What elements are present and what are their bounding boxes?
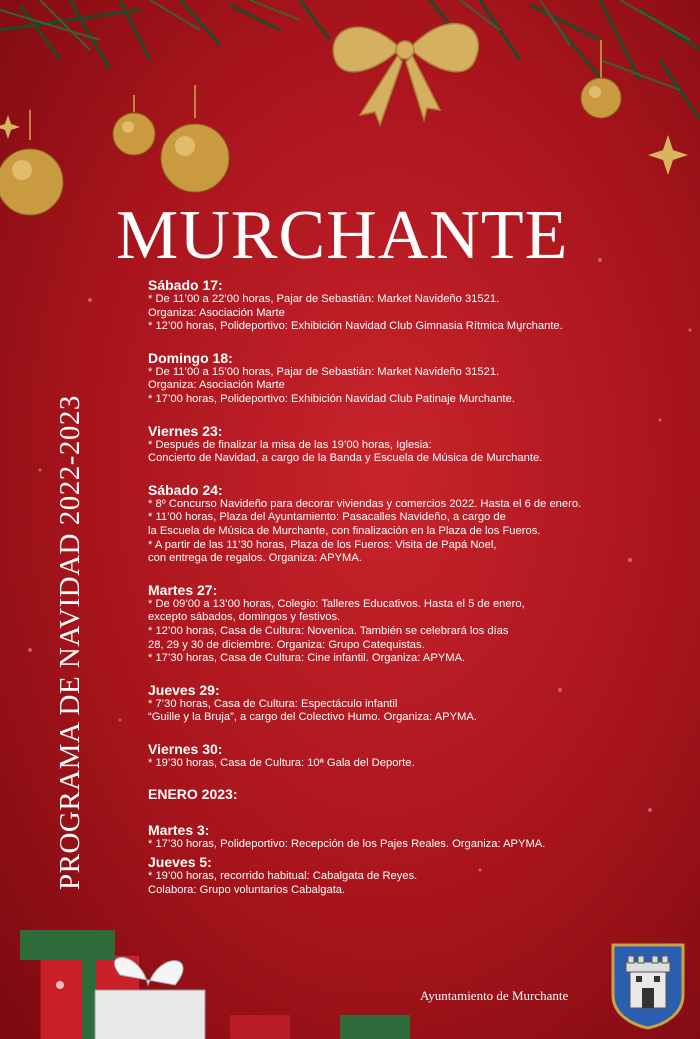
event-line: Organiza: Asociación Marte — [148, 306, 285, 319]
day-title: Jueves 29: — [148, 681, 220, 698]
day-title: Jueves 5: — [148, 854, 212, 871]
event-line: Organiza: Asociación Marte — [148, 379, 285, 392]
program-day — [148, 854, 693, 897]
page-title: MURCHANTE — [116, 197, 569, 274]
event-line: * 12’00 horas, Casa de Cultura: Novenica. También se celebrará los días — [148, 624, 509, 637]
program-day — [148, 350, 693, 407]
event-line: * 17’00 horas, Polideportivo: Exhibición Navidad Club Patinaje Murchante. — [148, 392, 515, 405]
event-line: * A partir de las 11’30 horas, Plaza de los Fueros: Visita de Papá Noel, — [148, 538, 497, 551]
event-line: * 11’00 horas, Plaza del Ayuntamiento: Pasacalles Navideño, a cargo de — [148, 511, 506, 524]
program-day — [148, 582, 693, 666]
event-line: excepto sábados, domingos y festivos. — [148, 611, 341, 624]
event-line: “Guille y la Bruja”, a cargo del Colectivo Humo. Organiza: APYMA. — [148, 711, 477, 724]
day-title: Sábado 17: — [148, 277, 223, 293]
program-day — [148, 682, 693, 725]
event-line: Colabora: Grupo voluntarios Cabalgata. — [148, 883, 346, 896]
event-line: * 7’30 horas, Casa de Cultura: Espectáculo infantil — [148, 697, 398, 710]
event-line: * De 09’00 a 13’00 horas, Colegio: Talleres Educativos. Hasta el 5 de enero, — [148, 597, 525, 610]
gold-bow — [333, 24, 478, 125]
program-day — [148, 741, 693, 771]
gold-star — [0, 115, 688, 175]
day-title: Domingo 18: — [148, 349, 233, 366]
day-title: Viernes 23: — [148, 422, 223, 439]
event-line: * 19’00 horas, recorrido habitual: Cabalgata de Reyes. — [148, 870, 418, 883]
event-line: con entrega de regalos. Organiza: APYMA. — [148, 552, 362, 565]
gold-ornament — [0, 40, 621, 215]
day-title: Martes 3: — [148, 822, 210, 839]
program-day — [148, 423, 693, 466]
program-subtitle: PROGRAMA DE NAVIDAD 2022-2023 — [54, 395, 86, 890]
event-line: * Después de finalizar la misa de las 19’00 horas, Iglesia: — [148, 438, 432, 451]
event-line: * 12’00 horas, Polideportivo: Exhibición Navidad Club Gimnasia Rítmica Murchante. — [148, 320, 563, 333]
event-line: * 17’30 horas, Casa de Cultura: Cine infantil. Organiza: APYMA. — [148, 652, 466, 665]
program-day — [148, 277, 693, 334]
event-line: * De 11’00 a 22’00 horas, Pajar de Sebastián: Market Navideño 31521. — [148, 293, 500, 305]
footer-organizer: Ayuntamiento de Murchante — [420, 988, 569, 1003]
day-title: Sábado 24: — [148, 481, 223, 498]
event-line: * De 11’00 a 15’00 horas, Pajar de Sebastián: Market Navideño 31521. — [148, 365, 500, 378]
event-line: * 17’30 horas, Polideportivo: Recepción de los Pajes Reales. Organiza: APYMA. — [148, 838, 546, 851]
gift-boxes — [20, 930, 410, 1039]
day-title: Viernes 30: — [148, 740, 223, 757]
event-line: 28, 29 y 30 de diciembre. Organiza: Grupo Catequistas. — [148, 638, 425, 651]
day-title: Martes 27: — [148, 581, 218, 598]
event-line: Concierto de Navidad, a cargo de la Banda y Escuela de Música de Murchante. — [148, 452, 543, 465]
month-heading: ENERO 2023: — [148, 786, 238, 803]
event-line: * 8º Concurso Navideño para decorar viviendas y comercios 2022. Hasta el 6 de enero. — [148, 497, 582, 510]
coat-of-arms-icon — [608, 940, 688, 1030]
program-day — [148, 822, 693, 852]
program-day — [148, 482, 693, 566]
event-line: * 19’30 horas, Casa de Cultura: 10ª Gala del Deporte. — [148, 756, 415, 769]
event-line: la Escuela de Música de Murchante, con finalización en la Plaza de los Fueros. — [148, 524, 541, 537]
program-list — [148, 277, 693, 913]
